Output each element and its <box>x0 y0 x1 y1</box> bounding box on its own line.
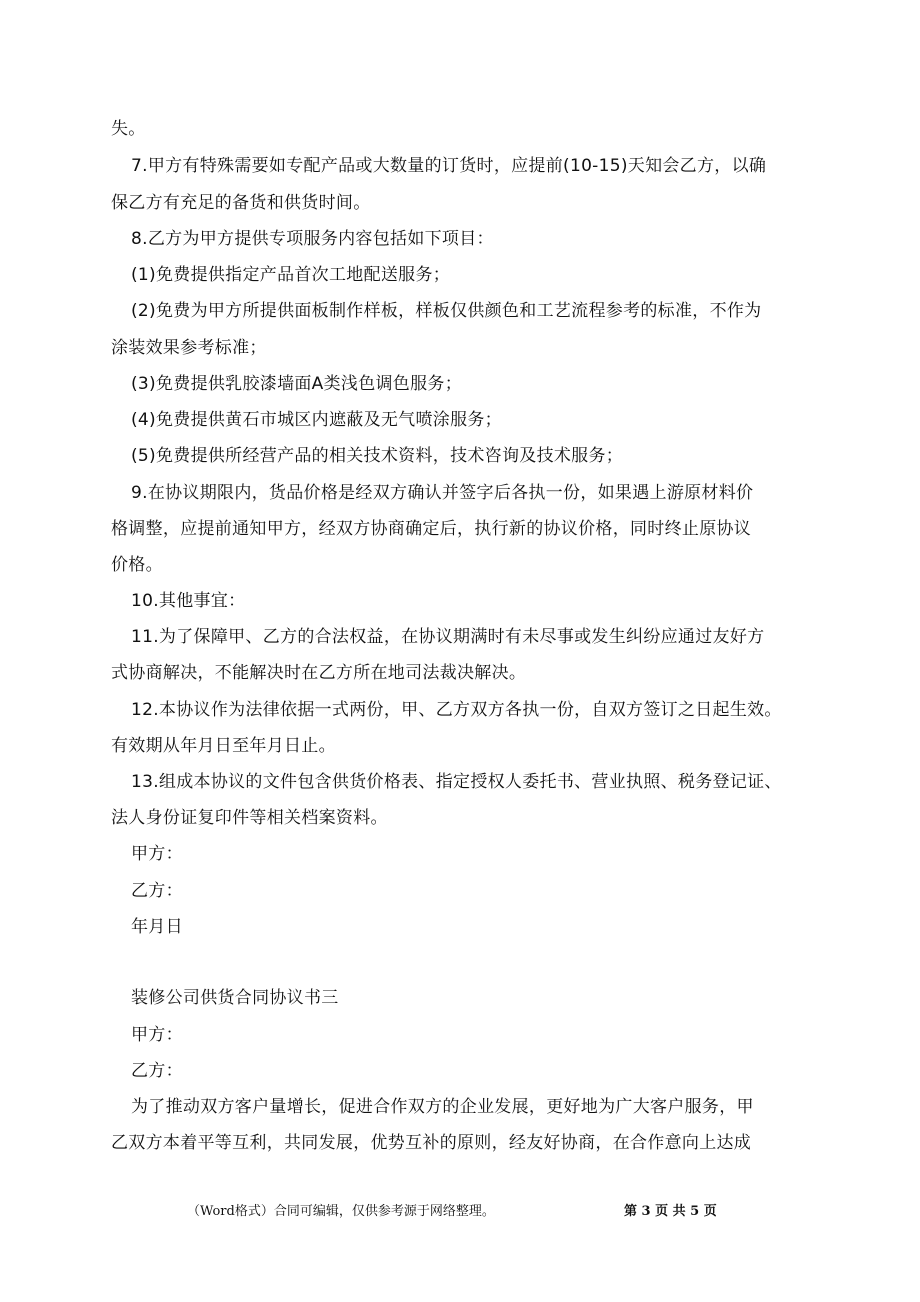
text-line: 式协商解决，不能解决时在乙方所在地司法裁决解决。 <box>111 663 527 683</box>
section-title: 装修公司供货合同协议书三 <box>131 988 339 1008</box>
text-line: 法人身份证复印件等相关档案资料。 <box>111 808 388 828</box>
text-line: 涂装效果参考标准； <box>111 338 267 358</box>
text-line: 失。 <box>111 119 146 139</box>
text-line: (4)免费提供黄石市城区内遮蔽及无气喷涂服务； <box>131 410 502 430</box>
text-line: 有效期从年月日至年月日止。 <box>111 736 336 756</box>
text-line: 7.甲方有特殊需要如专配产品或大数量的订货时，应提前(10-15)天知会乙方，以确 <box>131 156 767 176</box>
page-number: 第 3 页 共 5 页 <box>624 1204 717 1219</box>
text-line: (3)免费提供乳胶漆墙面A类浅色调色服务； <box>131 374 463 394</box>
text-line: 格调整，应提前通知甲方，经双方协商确定后，执行新的协议价格，同时终止原协议 <box>111 519 752 539</box>
signature-party-b-label: 乙方： <box>131 881 183 901</box>
text-line: 为了推动双方客户量增长，促进合作双方的企业发展，更好地为广大客户服务，甲 <box>131 1097 754 1117</box>
text-line: 8.乙方为甲方提供专项服务内容包括如下项目： <box>131 229 494 249</box>
text-line: 价格。 <box>111 555 163 575</box>
text-line: 乙双方本着平等互利，共同发展，优势互补的原则，经友好协商，在合作意向上达成 <box>111 1133 752 1153</box>
text-line: 13.组成本协议的文件包含供货价格表、指定授权人委托书、营业执照、税务登记证、 <box>131 772 782 792</box>
text-line: (2)免费为甲方所提供面板制作样板，样板仅供颜色和工艺流程参考的标准，不作为 <box>131 301 762 321</box>
party-a-label: 甲方： <box>131 1025 183 1045</box>
text-line: 12.本协议作为法律依据一式两份，甲、乙方双方各执一份，自双方签订之日起生效。 <box>131 700 782 720</box>
text-line: 9.在协议期限内，货品价格是经双方确认并签字后各执一份，如果遇上游原材料价 <box>131 483 754 503</box>
text-line: 10.其他事宜： <box>131 591 246 611</box>
signature-date-label: 年月日 <box>131 917 183 937</box>
signature-party-a-label: 甲方： <box>131 844 183 864</box>
footer-note: （Word格式）合同可编辑，仅供参考源于网络整理。 <box>187 1204 495 1219</box>
text-line: (5)免费提供所经营产品的相关技术资料，技术咨询及技术服务； <box>131 446 624 466</box>
text-line: (1)免费提供指定产品首次工地配送服务； <box>131 265 451 285</box>
text-line: 11.为了保障甲、乙方的合法权益，在协议期满时有未尽事或发生纠纷应通过友好方 <box>131 627 765 647</box>
party-b-label: 乙方： <box>131 1061 183 1081</box>
text-line: 保乙方有充足的备货和供货时间。 <box>111 193 371 213</box>
